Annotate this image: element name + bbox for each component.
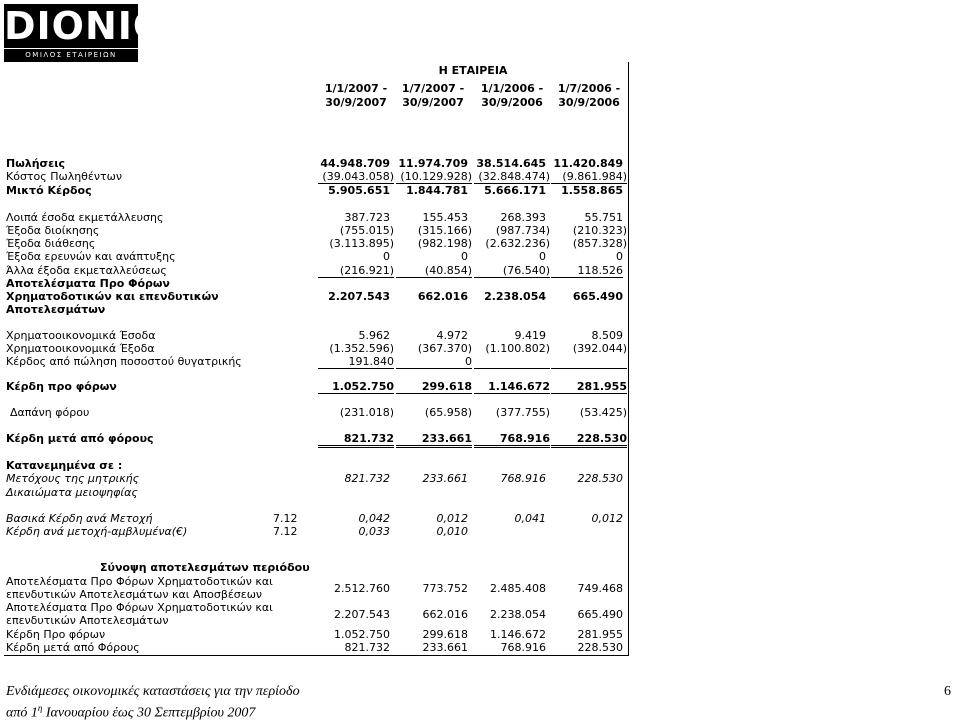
cell-summary-r1-2: 773.752	[422, 582, 468, 595]
row-label-cost: Κόστος Πωληθέντων	[6, 170, 122, 183]
cell-gross-3: 5.666.171	[484, 184, 546, 197]
cell-sales-4: 11.420.849	[553, 157, 623, 170]
allocation-minority-label: Δικαιώματα μειοψηφίας	[6, 486, 138, 499]
cell-summary-r1-4: 749.468	[577, 582, 623, 595]
cell-other-exp-2: (40.854)	[396, 264, 472, 278]
cell-fin-exp-1: (1.352.596)	[329, 342, 394, 355]
row-label-admin: Έξοδα διοίκησης	[6, 224, 100, 237]
cell-subsidiary-2: 0	[396, 355, 472, 369]
cell-other-income-1: 387.723	[344, 211, 390, 224]
cell-other-exp-4: 118.526	[551, 264, 623, 278]
row-label-ebit-2: Χρηματοδοτικών και επενδυτικών	[6, 290, 219, 303]
cell-ebt-3: 1.146.672	[474, 380, 550, 394]
cell-summary-r2-1: 2.207.543	[334, 608, 390, 621]
company-header: Η ΕΤΑΙΡΕΙΑ	[438, 64, 508, 77]
cell-gross-1: 5.905.651	[328, 184, 390, 197]
col-header-1-line2: 30/9/2007	[325, 96, 387, 109]
cell-summary-r4-3: 768.916	[500, 641, 546, 654]
cell-admin-4: (210.323)	[572, 224, 627, 237]
cell-cost-2: (10.129.928)	[396, 170, 472, 184]
cell-summary-r3-3: 1.146.672	[490, 628, 546, 641]
summary-r3-label: Κέρδη Προ φόρων	[6, 628, 106, 641]
cell-fin-exp-4: (392.044)	[572, 342, 627, 355]
cell-ebit-2: 662.016	[417, 290, 468, 303]
cell-sales-2: 11.974.709	[398, 157, 468, 170]
cell-ebit-4: 665.490	[572, 290, 623, 303]
row-label-tax: Δαπάνη φόρου	[10, 406, 90, 419]
cell-rnd-2: 0	[461, 250, 468, 263]
col-header-1-line1: 1/1/2007 -	[324, 82, 388, 95]
cell-parent-3: 768.916	[500, 472, 546, 485]
row-label-sales: Πωλήσεις	[6, 157, 66, 170]
cell-net-3: 768.916	[474, 432, 550, 448]
cell-admin-2: (315.166)	[417, 224, 472, 237]
summary-r2-label-2: επενδυτικών Αποτελεσμάτων	[6, 614, 169, 627]
cell-summary-r2-3: 2.238.054	[490, 608, 546, 621]
cell-ebit-3: 2.238.054	[484, 290, 546, 303]
cell-ebit-1: 2.207.543	[328, 290, 390, 303]
summary-title: Σύνοψη αποτελεσμάτων περιόδου	[100, 561, 310, 574]
eps-basic-label: Βασικά Κέρδη ανά Μετοχή	[6, 512, 153, 525]
cell-summary-r1-3: 2.485.408	[490, 582, 546, 595]
summary-r1-label-2: επενδυτικών Αποτελεσμάτων και Αποσβέσεων	[6, 588, 263, 601]
cell-gross-4: 1.558.865	[561, 184, 623, 197]
cell-other-income-4: 55.751	[584, 211, 623, 224]
table-right-border	[628, 62, 629, 656]
page-number: 6	[944, 684, 951, 699]
row-label-gross: Μικτό Κέρδος	[6, 184, 92, 197]
cell-parent-4: 228.530	[577, 472, 623, 485]
cell-eps-diluted-1: 0,033	[358, 525, 390, 538]
summary-r4-label: Κέρδη μετά από Φόρους	[6, 641, 140, 654]
cell-subsidiary-1: 191.840	[318, 355, 394, 369]
cell-summary-r2-4: 665.490	[577, 608, 623, 621]
footer-line-2-rest: Ιανουαρίου έως 30 Σεπτεμβρίου 2007	[42, 705, 256, 721]
cell-fin-income-3: 9.419	[514, 329, 546, 342]
cell-admin-1: (755.015)	[339, 224, 394, 237]
cell-eps-basic-3: 0,041	[514, 512, 546, 525]
logo-subtitle: ΟΜΙΛΟΣ ΕΤΑΙΡΕΙΩΝ	[4, 49, 138, 62]
cell-gross-2: 1.844.781	[406, 184, 468, 197]
cell-eps-diluted-2: 0,010	[436, 525, 468, 538]
cell-fin-exp-3: (1.100.802)	[485, 342, 550, 355]
row-label-selling: Έξοδα διάθεσης	[6, 237, 96, 250]
footer-line-2-start: από 1	[6, 705, 38, 721]
table-bottom-border	[4, 655, 629, 656]
cell-rnd-4: 0	[616, 250, 623, 263]
cell-subsidiary-4-empty	[551, 355, 627, 369]
cell-fin-income-4: 8.509	[591, 329, 623, 342]
cell-sales-3: 38.514.645	[476, 157, 546, 170]
cell-tax-3: (377.755)	[495, 406, 550, 419]
row-label-other-exp: Άλλα έξοδα εκμεταλλεύσεως	[6, 264, 167, 277]
cell-selling-4: (857.328)	[572, 237, 627, 250]
col-header-2-line2: 30/9/2007	[402, 96, 464, 109]
row-label-subsidiary: Κέρδος από πώληση ποσοστού θυγατρικής	[6, 355, 242, 368]
row-label-ebit-1: Αποτελέσματα Προ Φόρων	[6, 277, 170, 290]
eps-diluted-note: 7.12	[273, 525, 298, 538]
cell-summary-r3-2: 299.618	[422, 628, 468, 641]
company-logo	[4, 4, 162, 62]
cell-subsidiary-3-empty	[474, 355, 550, 369]
cell-summary-r4-1: 821.732	[344, 641, 390, 654]
cell-tax-2: (65.958)	[424, 406, 472, 419]
summary-r1-label-1: Αποτελέσματα Προ Φόρων Χρηματοδοτικών και	[6, 575, 273, 588]
cell-parent-1: 821.732	[344, 472, 390, 485]
cell-cost-4: (9.861.984)	[551, 170, 627, 184]
allocation-title: Κατανεμημένα σε :	[6, 459, 123, 472]
cell-rnd-3: 0	[539, 250, 546, 263]
cell-eps-basic-1: 0,042	[358, 512, 390, 525]
eps-diluted-label: Κέρδη ανά μετοχή-αμβλυμένα(€)	[6, 525, 188, 538]
cell-ebt-1: 1.052.750	[318, 380, 394, 394]
summary-r2-label-1: Αποτελέσματα Προ Φόρων Χρηματοδοτικών και	[6, 601, 273, 614]
col-header-4-line1: 1/7/2006 -	[557, 82, 621, 95]
cell-selling-2: (982.198)	[417, 237, 472, 250]
row-label-net: Κέρδη μετά από φόρους	[6, 432, 154, 445]
logo-wordmark: DIONIC	[4, 4, 162, 48]
cell-other-income-3: 268.393	[500, 211, 546, 224]
cell-fin-income-2: 4.972	[436, 329, 468, 342]
cell-other-exp-3: (76.540)	[474, 264, 550, 278]
cell-net-4: 228.530	[551, 432, 627, 448]
cell-other-exp-1: (216.921)	[318, 264, 394, 278]
row-label-ebit-3: Αποτελεσμάτων	[6, 303, 106, 316]
cell-summary-r3-4: 281.955	[577, 628, 623, 641]
cell-ebt-4: 281.955	[551, 380, 627, 394]
cell-net-2: 233.661	[396, 432, 472, 448]
row-label-ebt: Κέρδη προ φόρων	[6, 380, 117, 393]
cell-tax-4: (53.425)	[579, 406, 627, 419]
footer-line-2	[6, 703, 255, 722]
footer-line-1: Ενδιάμεσες οικονομικές καταστάσεις για την περίοδο	[6, 684, 300, 699]
row-label-fin-income: Χρηματοοικονομικά Έσοδα	[6, 329, 156, 342]
cell-ebt-2: 299.618	[396, 380, 472, 394]
cell-selling-1: (3.113.895)	[329, 237, 394, 250]
cell-summary-r3-1: 1.052.750	[334, 628, 390, 641]
cell-selling-3: (2.632.236)	[485, 237, 550, 250]
cell-other-income-2: 155.453	[422, 211, 468, 224]
col-header-3-line1: 1/1/2006 -	[480, 82, 544, 95]
cell-cost-1: (39.043.058)	[318, 170, 394, 184]
allocation-parent-label: Μετόχους της μητρικής	[6, 472, 140, 485]
cell-summary-r4-2: 233.661	[422, 641, 468, 654]
row-label-rnd: Έξοδα ερευνών και ανάπτυξης	[6, 250, 176, 263]
col-header-2-line1: 1/7/2007 -	[401, 82, 465, 95]
cell-eps-basic-4: 0,012	[591, 512, 623, 525]
cell-tax-1: (231.018)	[339, 406, 394, 419]
row-label-fin-exp: Χρηματοοικονομικά Έξοδα	[6, 342, 155, 355]
cell-summary-r4-4: 228.530	[577, 641, 623, 654]
cell-cost-3: (32.848.474)	[474, 170, 550, 184]
cell-fin-income-1: 5.962	[358, 329, 390, 342]
footer-line-2-sup: η	[37, 703, 43, 713]
eps-basic-note: 7.12	[273, 512, 298, 525]
cell-eps-basic-2: 0,012	[436, 512, 468, 525]
cell-summary-r2-2: 662.016	[422, 608, 468, 621]
cell-net-1: 821.732	[318, 432, 394, 448]
cell-sales-1: 44.948.709	[320, 157, 390, 170]
cell-admin-3: (987.734)	[495, 224, 550, 237]
cell-rnd-1: 0	[383, 250, 390, 263]
row-label-other-income: Λοιπά έσοδα εκμετάλλευσης	[6, 211, 164, 224]
col-header-4-line2: 30/9/2006	[558, 96, 620, 109]
cell-fin-exp-2: (367.370)	[417, 342, 472, 355]
cell-parent-2: 233.661	[422, 472, 468, 485]
col-header-3-line2: 30/9/2006	[481, 96, 543, 109]
cell-summary-r1-1: 2.512.760	[334, 582, 390, 595]
